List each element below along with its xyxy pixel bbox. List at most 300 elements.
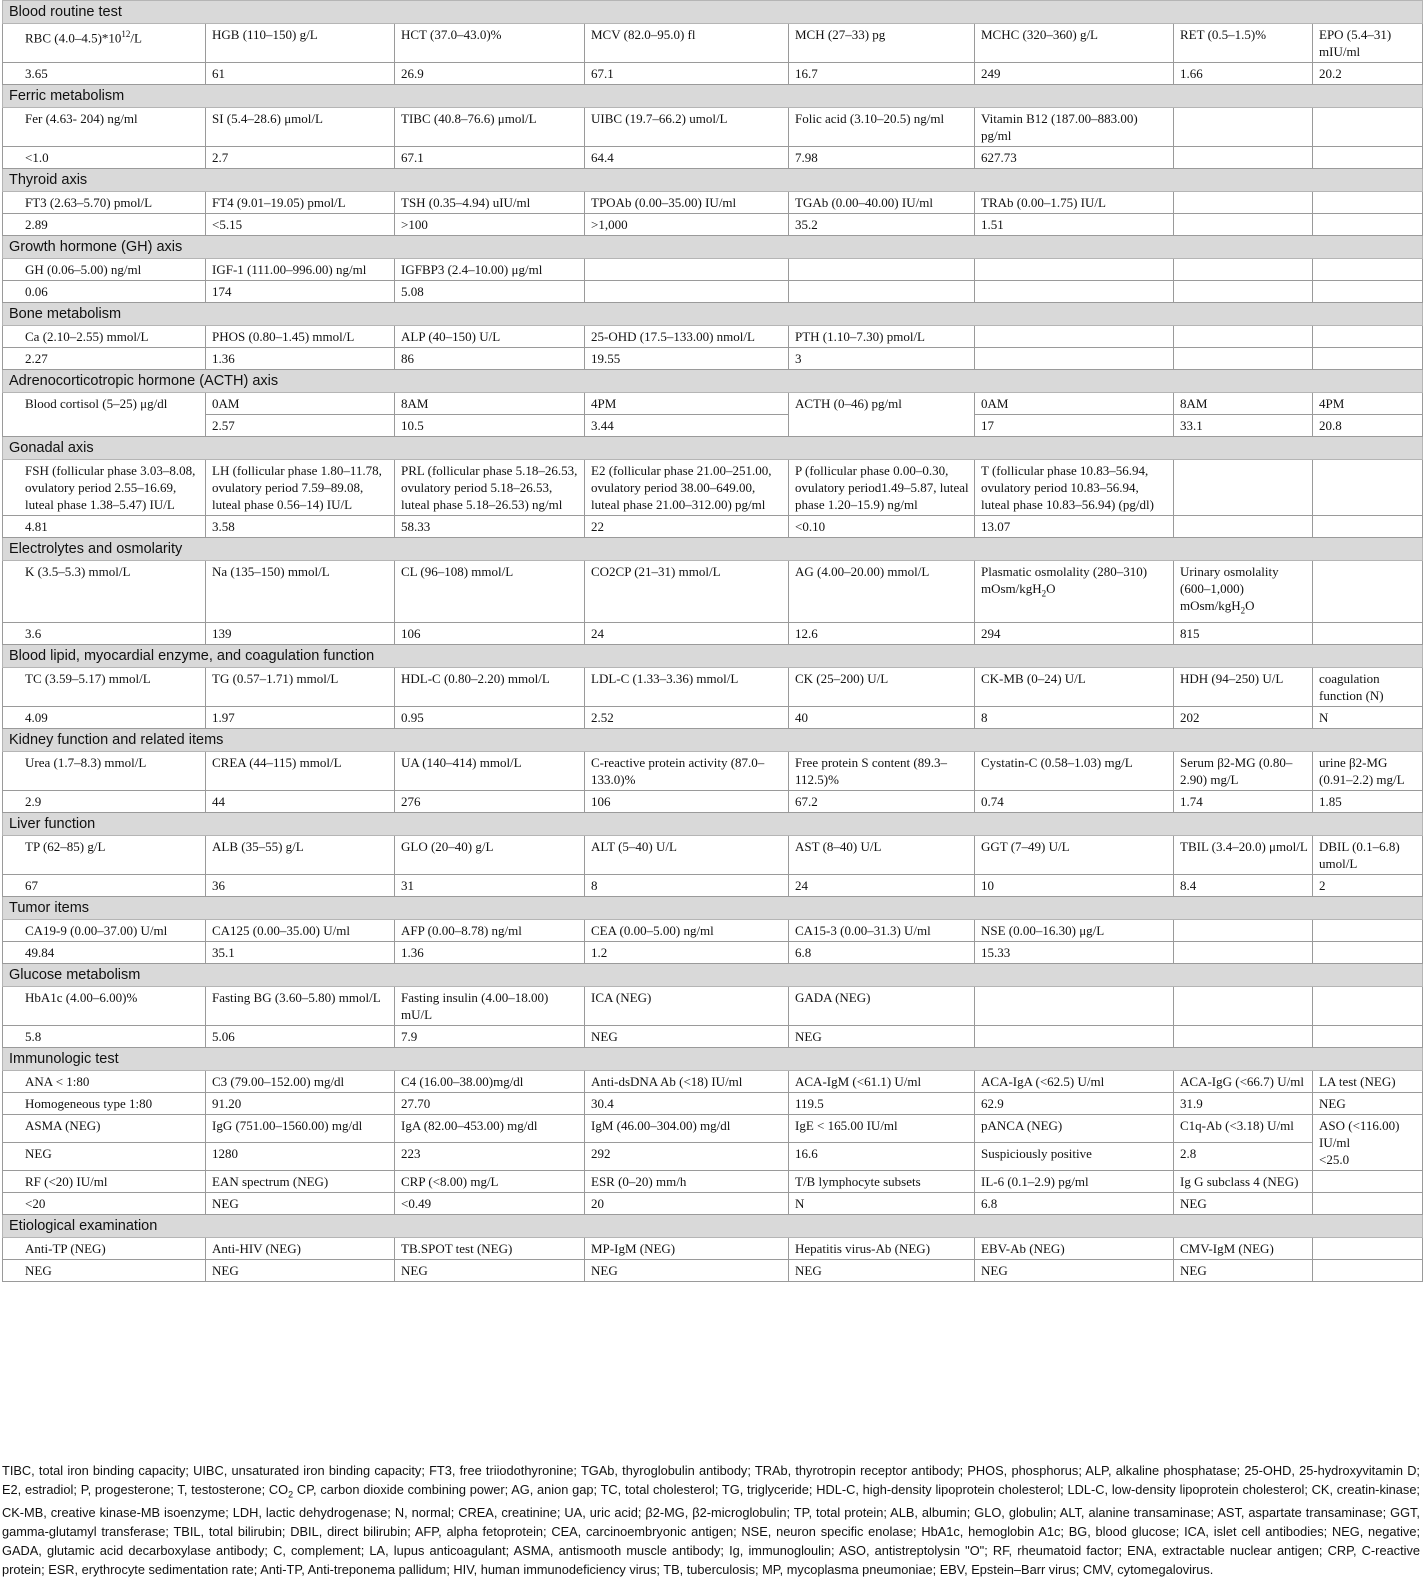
table-cell [975, 1025, 1174, 1047]
table-cell: Suspiciously positive [975, 1142, 1174, 1170]
table-cell: urine β2-MG (0.91–2.2) mg/L [1313, 751, 1423, 790]
table-cell [1313, 108, 1423, 147]
lab-results-page [2, 0, 1422, 1282]
table-cell: ASMA (NEG) [3, 1114, 206, 1142]
table-footnote: TIBC, total iron binding capacity; UIBC, unsaturated iron binding capacity; FT3, free triiodothyronine; TGAb, thyroglobulin antibody; TRAb, thyrotropin receptor antibody; PHOS, phosphorus; ALP, alkaline phosphatase; 25-OHD, 25-hydroxyvitamin D; E2, estradiol; P, progesterone; T, testosterone; $CO_2$ CP, carbon dioxide combining power; AG, anion gap; TC, total cholesterol; TG, triglyceride; HDL-C, high-density lipoprotein cholesterol; LDL-C, low-density lipoprotein cholesterol; CK, creatin-kinase; CK-MB, creative kinase-MB isoenzyme; LDH, lactic dehydrogenase; N, normal; CREA, creatinine; UA, uric acid; β2-MG, β2-microglobulin; TP, total protein; ALB, albumin; GLO, globulin; ALT, alanine transaminase; AST, aspartate transaminase; GGT, gamma-glutamyl transferase; TBIL, total bilirubin; DBIL, direct bilirubin; AFP, alpha fetoprotein; CEA, carcinoembryonic antigen; NSE, neuron specific enolase; HbA1c, hemoglobin A1c; BG, blood glucose; ICA, islet cell antibodies; NEG, negative; GADA, glutamic acid decarboxylase antibody; C, complement; LA, lupus anticoagulant; ASMA, antismooth muscle antibody; Ig, immunogloulin; ASO, antistreptolysin "O"; RF, rheumatoid factor; ENA, extractable nuclear antigen; CRP, C-reactive protein; ESR, erythrocyte sedimentation rate; Anti-TP, Anti-treponema pallidum; HIV, human immunodeficiency virus; TB, tuberculosis; MP, mycoplasma pneumoniae; EBV, Epstein–Barr virus; CMV, cytomegalovirus. [2, 1463, 1420, 1578]
table-cell: 4PM [1313, 393, 1423, 415]
table-cell: >100 [395, 214, 585, 236]
table-cell: IgA (82.00–453.00) mg/dl [395, 1114, 585, 1142]
table-cell: GLO (20–40) g/L [395, 835, 585, 874]
table-cell: SI (5.4–28.6) μmol/L [206, 108, 395, 147]
table-row [3, 835, 1423, 874]
table-cell: UIBC (19.7–66.2) umol/L [585, 108, 789, 147]
table-cell: 8 [585, 874, 789, 896]
section-title: Electrolytes and osmolarity [3, 538, 1423, 561]
table-cell: GH (0.06–5.00) ng/ml [3, 259, 206, 281]
table-cell: CREA (44–115) mmol/L [206, 751, 395, 790]
table-cell: 67.2 [789, 790, 975, 812]
table-row [3, 326, 1423, 348]
table-cell: 16.7 [789, 63, 975, 85]
table-cell [1313, 259, 1423, 281]
table-cell: HbA1c (4.00–6.00)% [3, 986, 206, 1025]
section-title: Glucose metabolism [3, 963, 1423, 986]
table-cell: IgG (751.00–1560.00) mg/dl [206, 1114, 395, 1142]
table-row [3, 415, 1423, 437]
table-cell: CA19-9 (0.00–37.00) U/ml [3, 919, 206, 941]
table-cell [1313, 1192, 1423, 1214]
table-cell [1174, 516, 1313, 538]
table-cell: pANCA (NEG) [975, 1114, 1174, 1142]
section-header [3, 538, 1423, 561]
section-header [3, 644, 1423, 667]
table-cell [1313, 986, 1423, 1025]
table-cell: 24 [789, 874, 975, 896]
table-cell: 1280 [206, 1142, 395, 1170]
table-cell [1313, 1170, 1423, 1192]
table-cell: C3 (79.00–152.00) mg/dl [206, 1070, 395, 1092]
table-cell: AFP (0.00–8.78) ng/ml [395, 919, 585, 941]
table-cell: 0.06 [3, 281, 206, 303]
table-cell: 15.33 [975, 941, 1174, 963]
table-cell: Anti-dsDNA Ab (<18) IU/ml [585, 1070, 789, 1092]
table-cell [1174, 108, 1313, 147]
table-cell: 2.52 [585, 706, 789, 728]
table-cell: ESR (0–20) mm/h [585, 1170, 789, 1192]
table-cell: 8.4 [1174, 874, 1313, 896]
table-cell: TG (0.57–1.71) mmol/L [206, 667, 395, 706]
table-cell: Vitamin B12 (187.00–883.00) pg/ml [975, 108, 1174, 147]
table-cell: AG (4.00–20.00) mmol/L [789, 561, 975, 623]
table-cell: 292 [585, 1142, 789, 1170]
table-cell: 27.70 [395, 1092, 585, 1114]
section-title: Liver function [3, 812, 1423, 835]
table-cell: ACA-IgM (<61.1) U/ml [789, 1070, 975, 1092]
table-cell: 627.73 [975, 147, 1174, 169]
table-row [3, 460, 1423, 516]
table-cell [1313, 192, 1423, 214]
table-cell: NEG [206, 1259, 395, 1281]
table-cell: 58.33 [395, 516, 585, 538]
table-cell: ALB (35–55) g/L [206, 835, 395, 874]
table-cell: 1.36 [206, 348, 395, 370]
table-cell [975, 348, 1174, 370]
table-cell: 5.8 [3, 1025, 206, 1047]
table-cell: 0AM [206, 393, 395, 415]
section-header [3, 1047, 1423, 1070]
table-cell [585, 281, 789, 303]
table-cell: NEG [1174, 1192, 1313, 1214]
section-header [3, 812, 1423, 835]
table-cell: ALT (5–40) U/L [585, 835, 789, 874]
table-cell: Folic acid (3.10–20.5) ng/ml [789, 108, 975, 147]
table-cell: 49.84 [3, 941, 206, 963]
table-cell: CK-MB (0–24) U/L [975, 667, 1174, 706]
table-cell: 19.55 [585, 348, 789, 370]
table-row [3, 1259, 1423, 1281]
table-cell: Hepatitis virus-Ab (NEG) [789, 1237, 975, 1259]
table-row [3, 393, 1423, 415]
table-cell [975, 986, 1174, 1025]
table-cell [585, 259, 789, 281]
table-cell [975, 326, 1174, 348]
table-cell: NSE (0.00–16.30) μg/L [975, 919, 1174, 941]
table-cell [1174, 460, 1313, 516]
table-cell [1313, 214, 1423, 236]
table-cell: CMV-IgM (NEG) [1174, 1237, 1313, 1259]
table-cell: CEA (0.00–5.00) ng/ml [585, 919, 789, 941]
section-header [3, 963, 1423, 986]
table-row [3, 1170, 1423, 1192]
table-cell [1174, 214, 1313, 236]
section-header [3, 896, 1423, 919]
table-cell: 33.1 [1174, 415, 1313, 437]
table-cell: EPO (5.4–31) mIU/ml [1313, 24, 1423, 63]
table-cell: RET (0.5–1.5)% [1174, 24, 1313, 63]
table-cell: Blood cortisol (5–25) μg/dl [3, 393, 206, 437]
table-cell [1174, 259, 1313, 281]
table-cell: 6.8 [789, 941, 975, 963]
table-cell: 17 [975, 415, 1174, 437]
table-cell: Serum β2-MG (0.80–2.90) mg/L [1174, 751, 1313, 790]
table-cell: NEG [1313, 1092, 1423, 1114]
table-cell: NEG [1174, 1259, 1313, 1281]
table-cell: 8 [975, 706, 1174, 728]
table-cell: T/B lymphocyte subsets [789, 1170, 975, 1192]
section-header [3, 303, 1423, 326]
table-cell: AST (8–40) U/L [789, 835, 975, 874]
table-cell: NEG [975, 1259, 1174, 1281]
table-cell [1313, 516, 1423, 538]
table-cell: 3.65 [3, 63, 206, 85]
table-cell: 24 [585, 622, 789, 644]
table-cell: Fasting insulin (4.00–18.00) mU/L [395, 986, 585, 1025]
table-cell [1174, 919, 1313, 941]
table-cell: ASO (<116.00) IU/ml <25.0 [1313, 1114, 1423, 1170]
table-cell: ICA (NEG) [585, 986, 789, 1025]
table-cell: 1.2 [585, 941, 789, 963]
table-cell: NEG [789, 1025, 975, 1047]
table-cell [1313, 460, 1423, 516]
table-row [3, 986, 1423, 1025]
table-row [3, 919, 1423, 941]
table-cell: 67 [3, 874, 206, 896]
table-cell: NEG [789, 1259, 975, 1281]
table-cell: <20 [3, 1192, 206, 1214]
table-row [3, 1114, 1423, 1142]
table-cell: 36 [206, 874, 395, 896]
table-cell: 31.9 [1174, 1092, 1313, 1114]
table-cell: 7.9 [395, 1025, 585, 1047]
table-cell: 0.95 [395, 706, 585, 728]
table-cell: CL (96–108) mmol/L [395, 561, 585, 623]
table-cell: MCH (27–33) pg [789, 24, 975, 63]
section-title: Blood routine test [3, 1, 1423, 24]
table-cell: 223 [395, 1142, 585, 1170]
table-cell: P (follicular phase 0.00–0.30, ovulatory period1.49–5.87, luteal phase 1.20–15.9) ng/ml [789, 460, 975, 516]
table-cell: Ca (2.10–2.55) mmol/L [3, 326, 206, 348]
table-cell [1313, 622, 1423, 644]
table-cell [975, 281, 1174, 303]
table-row [3, 751, 1423, 790]
table-cell: ANA < 1:80 [3, 1070, 206, 1092]
table-cell: ACA-IgA (<62.5) U/ml [975, 1070, 1174, 1092]
table-cell: 40 [789, 706, 975, 728]
table-cell: HGB (110–150) g/L [206, 24, 395, 63]
table-cell: NEG [206, 1192, 395, 1214]
table-cell: Plasmatic osmolality (280–310) mOsm/kgH$_2$O [975, 561, 1174, 623]
table-cell [1313, 1237, 1423, 1259]
table-cell: 2.9 [3, 790, 206, 812]
table-cell: <0.49 [395, 1192, 585, 1214]
table-cell: 13.07 [975, 516, 1174, 538]
table-cell: 8AM [395, 393, 585, 415]
section-title: Gonadal axis [3, 437, 1423, 460]
table-cell: 67.1 [585, 63, 789, 85]
table-cell: <5.15 [206, 214, 395, 236]
table-cell: 3.58 [206, 516, 395, 538]
table-cell: 61 [206, 63, 395, 85]
table-cell: 1.36 [395, 941, 585, 963]
table-row [3, 214, 1423, 236]
table-cell [1174, 192, 1313, 214]
table-cell: IgM (46.00–304.00) mg/dl [585, 1114, 789, 1142]
section-title: Ferric metabolism [3, 85, 1423, 108]
table-cell: 4PM [585, 393, 789, 415]
table-cell: MCV (82.0–95.0) fl [585, 24, 789, 63]
table-cell: 1.74 [1174, 790, 1313, 812]
table-cell: 2.27 [3, 348, 206, 370]
table-cell: CK (25–200) U/L [789, 667, 975, 706]
table-cell: 106 [395, 622, 585, 644]
table-cell: 20 [585, 1192, 789, 1214]
table-cell: PRL (follicular phase 5.18–26.53, ovulatory period 5.18–26.53, luteal phase 5.18–26.53) ng/ml [395, 460, 585, 516]
table-cell: 20.2 [1313, 63, 1423, 85]
table-cell: DBIL (0.1–6.8) umol/L [1313, 835, 1423, 874]
table-cell [975, 259, 1174, 281]
table-cell: IL-6 (0.1–2.9) pg/ml [975, 1170, 1174, 1192]
table-cell: 2.89 [3, 214, 206, 236]
table-row [3, 622, 1423, 644]
section-title: Growth hormone (GH) axis [3, 236, 1423, 259]
table-cell: 30.4 [585, 1092, 789, 1114]
table-cell: 2.57 [206, 415, 395, 437]
table-cell [1174, 941, 1313, 963]
table-cell [1313, 1259, 1423, 1281]
table-cell: 3.6 [3, 622, 206, 644]
table-cell: 5.06 [206, 1025, 395, 1047]
table-cell [1174, 986, 1313, 1025]
table-cell: 44 [206, 790, 395, 812]
table-cell: 86 [395, 348, 585, 370]
section-title: Tumor items [3, 896, 1423, 919]
table-cell: 2 [1313, 874, 1423, 896]
section-title: Bone metabolism [3, 303, 1423, 326]
table-cell: Fasting BG (3.60–5.80) mmol/L [206, 986, 395, 1025]
table-cell: IGF-1 (111.00–996.00) ng/ml [206, 259, 395, 281]
table-cell: TB.SPOT test (NEG) [395, 1237, 585, 1259]
table-cell: UA (140–414) mmol/L [395, 751, 585, 790]
table-cell: 20.8 [1313, 415, 1423, 437]
table-cell: coagulation function (N) [1313, 667, 1423, 706]
table-cell: C4 (16.00–38.00)mg/dl [395, 1070, 585, 1092]
table-cell: 106 [585, 790, 789, 812]
table-cell [1313, 326, 1423, 348]
table-cell [1313, 561, 1423, 623]
section-header [3, 728, 1423, 751]
table-cell: TRAb (0.00–1.75) IU/L [975, 192, 1174, 214]
table-row [3, 1192, 1423, 1214]
table-cell: GADA (NEG) [789, 986, 975, 1025]
section-header [3, 1214, 1423, 1237]
table-cell: HCT (37.0–43.0)% [395, 24, 585, 63]
section-header [3, 370, 1423, 393]
table-cell: Urea (1.7–8.3) mmol/L [3, 751, 206, 790]
table-cell: LA test (NEG) [1313, 1070, 1423, 1092]
table-row [3, 259, 1423, 281]
table-cell: 139 [206, 622, 395, 644]
table-row [3, 147, 1423, 169]
table-cell: 7.98 [789, 147, 975, 169]
table-cell: MP-IgM (NEG) [585, 1237, 789, 1259]
section-header [3, 236, 1423, 259]
table-row [3, 941, 1423, 963]
table-cell: 67.1 [395, 147, 585, 169]
table-cell: IGFBP3 (2.4–10.00) μg/ml [395, 259, 585, 281]
table-cell: 22 [585, 516, 789, 538]
section-header [3, 169, 1423, 192]
section-header [3, 85, 1423, 108]
table-cell: Cystatin-C (0.58–1.03) mg/L [975, 751, 1174, 790]
table-cell: Free protein S content (89.3–112.5)% [789, 751, 975, 790]
table-cell: TP (62–85) g/L [3, 835, 206, 874]
table-cell: PTH (1.10–7.30) pmol/L [789, 326, 975, 348]
section-title: Kidney function and related items [3, 728, 1423, 751]
table-cell: 0AM [975, 393, 1174, 415]
table-cell [1313, 1025, 1423, 1047]
table-cell: Na (135–150) mmol/L [206, 561, 395, 623]
table-cell: 26.9 [395, 63, 585, 85]
table-cell: 10.5 [395, 415, 585, 437]
table-cell: 3.44 [585, 415, 789, 437]
table-cell: Fer (4.63- 204) ng/ml [3, 108, 206, 147]
table-cell: N [789, 1192, 975, 1214]
table-row [3, 192, 1423, 214]
table-cell: 4.09 [3, 706, 206, 728]
section-title: Etiological examination [3, 1214, 1423, 1237]
table-row [3, 706, 1423, 728]
table-cell: Ig G subclass 4 (NEG) [1174, 1170, 1313, 1192]
table-cell: FSH (follicular phase 3.03–8.08, ovulatory period 2.55–16.69, luteal phase 1.38–5.47) IU/L [3, 460, 206, 516]
table-cell: Urinary osmolality (600–1,000) mOsm/kgH$_2$O [1174, 561, 1313, 623]
table-cell: 294 [975, 622, 1174, 644]
table-row [3, 667, 1423, 706]
table-cell: 174 [206, 281, 395, 303]
table-cell: 5.08 [395, 281, 585, 303]
table-cell [1313, 281, 1423, 303]
table-cell: TSH (0.35–4.94) uIU/ml [395, 192, 585, 214]
table-cell: TPOAb (0.00–35.00) IU/ml [585, 192, 789, 214]
table-cell: 12.6 [789, 622, 975, 644]
table-cell: 10 [975, 874, 1174, 896]
table-cell: ALP (40–150) U/L [395, 326, 585, 348]
table-cell: 3 [789, 348, 975, 370]
table-cell: FT4 (9.01–19.05) pmol/L [206, 192, 395, 214]
table-cell: LDL-C (1.33–3.36) mmol/L [585, 667, 789, 706]
table-cell: ACA-IgG (<66.7) U/ml [1174, 1070, 1313, 1092]
table-row [3, 63, 1423, 85]
table-row [3, 561, 1423, 623]
table-cell: Anti-HIV (NEG) [206, 1237, 395, 1259]
table-cell [1174, 147, 1313, 169]
table-cell: 1.97 [206, 706, 395, 728]
table-cell: NEG [395, 1259, 585, 1281]
table-cell: 91.20 [206, 1092, 395, 1114]
table-cell: 25-OHD (17.5–133.00) nmol/L [585, 326, 789, 348]
table-cell [1313, 941, 1423, 963]
table-cell: TC (3.59–5.17) mmol/L [3, 667, 206, 706]
table-cell: K (3.5–5.3) mmol/L [3, 561, 206, 623]
section-title: Immunologic test [3, 1047, 1423, 1070]
table-cell [1174, 281, 1313, 303]
table-cell: <0.10 [789, 516, 975, 538]
table-cell: 1.66 [1174, 63, 1313, 85]
table-cell: 35.2 [789, 214, 975, 236]
table-cell: 64.4 [585, 147, 789, 169]
table-cell: NEG [3, 1142, 206, 1170]
table-row [3, 516, 1423, 538]
table-cell [1174, 326, 1313, 348]
table-row [3, 108, 1423, 147]
table-cell: 4.81 [3, 516, 206, 538]
table-row [3, 348, 1423, 370]
table-cell: TBIL (3.4–20.0) μmol/L [1174, 835, 1313, 874]
table-cell: <1.0 [3, 147, 206, 169]
table-cell: C1q-Ab (<3.18) U/ml [1174, 1114, 1313, 1142]
table-cell: 8AM [1174, 393, 1313, 415]
section-title: Thyroid axis [3, 169, 1423, 192]
table-row [3, 874, 1423, 896]
table-cell [789, 259, 975, 281]
table-cell: 6.8 [975, 1192, 1174, 1214]
table-cell: 202 [1174, 706, 1313, 728]
table-cell: TIBC (40.8–76.6) μmol/L [395, 108, 585, 147]
table-row [3, 1092, 1423, 1114]
table-cell: >1,000 [585, 214, 789, 236]
table-cell: HDL-C (0.80–2.20) mmol/L [395, 667, 585, 706]
table-cell: 35.1 [206, 941, 395, 963]
table-cell: NEG [3, 1259, 206, 1281]
table-cell: EBV-Ab (NEG) [975, 1237, 1174, 1259]
table-cell: FT3 (2.63–5.70) pmol/L [3, 192, 206, 214]
table-cell: 249 [975, 63, 1174, 85]
table-cell: NEG [585, 1025, 789, 1047]
table-cell: EAN spectrum (NEG) [206, 1170, 395, 1192]
section-header [3, 437, 1423, 460]
table-cell: MCHC (320–360) g/L [975, 24, 1174, 63]
table-cell: ACTH (0–46) pg/ml [789, 393, 975, 437]
table-cell: 2.8 [1174, 1142, 1313, 1170]
table-cell [789, 281, 975, 303]
table-cell: 62.9 [975, 1092, 1174, 1114]
table-cell: Homogeneous type 1:80 [3, 1092, 206, 1114]
table-cell: 1.85 [1313, 790, 1423, 812]
table-cell: CA125 (0.00–35.00) U/ml [206, 919, 395, 941]
table-cell: CO2CP (21–31) mmol/L [585, 561, 789, 623]
lab-results-table [2, 0, 1423, 1282]
table-cell: C-reactive protein activity (87.0–133.0)% [585, 751, 789, 790]
table-cell: NEG [585, 1259, 789, 1281]
table-cell: 31 [395, 874, 585, 896]
